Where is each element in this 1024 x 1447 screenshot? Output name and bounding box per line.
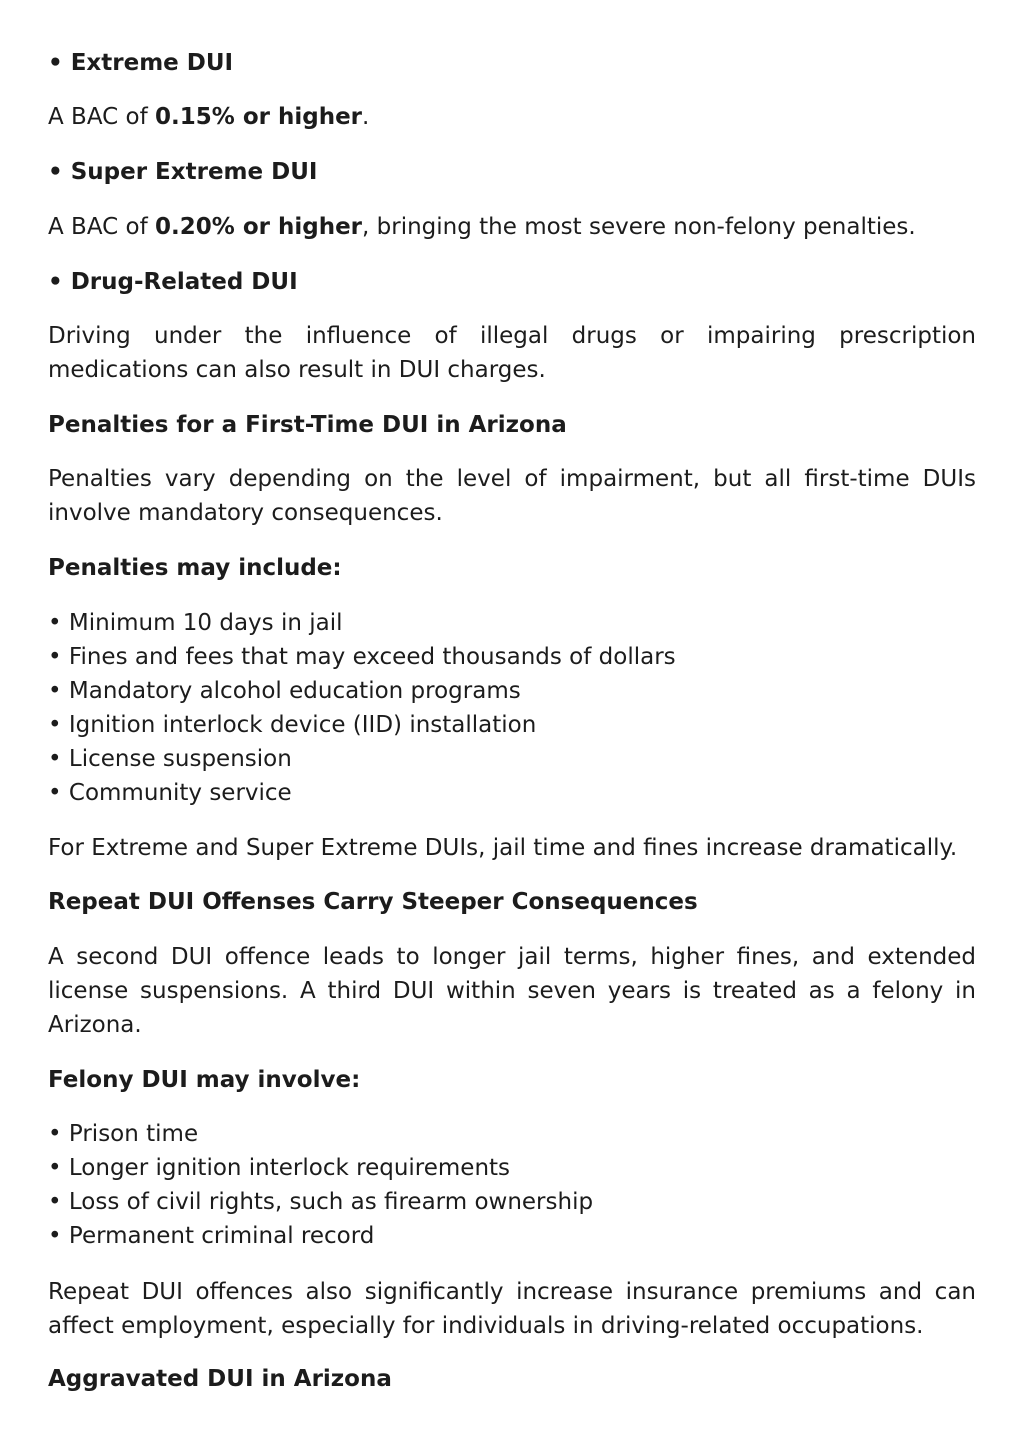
repeat-line-1: A second DUI offence leads to longer jail terms, higher fines, and extended	[48, 944, 976, 970]
first-time-penalties-paragraph	[48, 462, 976, 530]
repeat-line-3: Arizona.	[48, 1012, 142, 1038]
aggravated-dui-heading: Aggravated DUI in Arizona	[48, 1366, 392, 1392]
extreme-dui-suffix: .	[362, 104, 370, 130]
list-item: • Prison time	[48, 1117, 593, 1151]
drug-related-dui-paragraph	[48, 319, 976, 387]
penalties-list	[48, 606, 676, 810]
super-extreme-prefix: A BAC of	[48, 214, 156, 240]
insurance-line-2: affect employment, especially for individuals in driving-related occupations.	[48, 1313, 924, 1339]
extreme-dui-threshold: 0.15% or higher	[155, 104, 363, 130]
list-item: • Ignition interlock device (IID) installation	[48, 708, 676, 742]
first-time-line-1: Penalties vary depending on the level of impairment, but all first-time DUIs	[48, 466, 976, 492]
extreme-dui-note: For Extreme and Super Extreme DUIs, jail time and fines increase dramatically.	[48, 835, 958, 861]
insurance-line-1: Repeat DUI offences also significantly increase insurance premiums and can	[48, 1279, 976, 1305]
repeat-line-2: license suspensions. A third DUI within seven years is treated as a felony in	[48, 978, 976, 1004]
repeat-dui-heading: Repeat DUI Offenses Carry Steeper Consequences	[48, 889, 698, 915]
felony-dui-heading: Felony DUI may involve:	[48, 1067, 361, 1093]
super-extreme-dui-heading: • Super Extreme DUI	[48, 159, 318, 185]
super-extreme-suffix: , bringing the most severe non-felony penalties.	[362, 214, 916, 240]
repeat-dui-paragraph	[48, 940, 976, 1042]
list-item: • Minimum 10 days in jail	[48, 606, 676, 640]
extreme-dui-prefix: A BAC of	[48, 104, 156, 130]
list-item: • Fines and fees that may exceed thousands of dollars	[48, 640, 676, 674]
list-item: • Mandatory alcohol education programs	[48, 674, 676, 708]
super-extreme-dui-description	[48, 210, 916, 244]
insurance-paragraph	[48, 1275, 976, 1343]
first-time-line-2: involve mandatory consequences.	[48, 500, 443, 526]
list-item: • License suspension	[48, 742, 676, 776]
first-time-penalties-heading: Penalties for a First-Time DUI in Arizona	[48, 412, 567, 438]
list-item: • Community service	[48, 776, 676, 810]
extreme-dui-description	[48, 100, 369, 134]
list-item: • Loss of civil rights, such as firearm ownership	[48, 1185, 593, 1219]
drug-related-dui-heading: • Drug-Related DUI	[48, 269, 298, 295]
drug-text-line-2: medications can also result in DUI charges.	[48, 357, 546, 383]
list-item: • Longer ignition interlock requirements	[48, 1151, 593, 1185]
penalties-may-include-heading: Penalties may include:	[48, 555, 342, 581]
extreme-dui-heading: • Extreme DUI	[48, 50, 234, 76]
felony-list	[48, 1117, 593, 1253]
list-item: • Permanent criminal record	[48, 1219, 593, 1253]
drug-text-line-1: Driving under the influence of illegal drugs or impairing prescription	[48, 323, 976, 349]
super-extreme-threshold: 0.20% or higher	[155, 214, 363, 240]
